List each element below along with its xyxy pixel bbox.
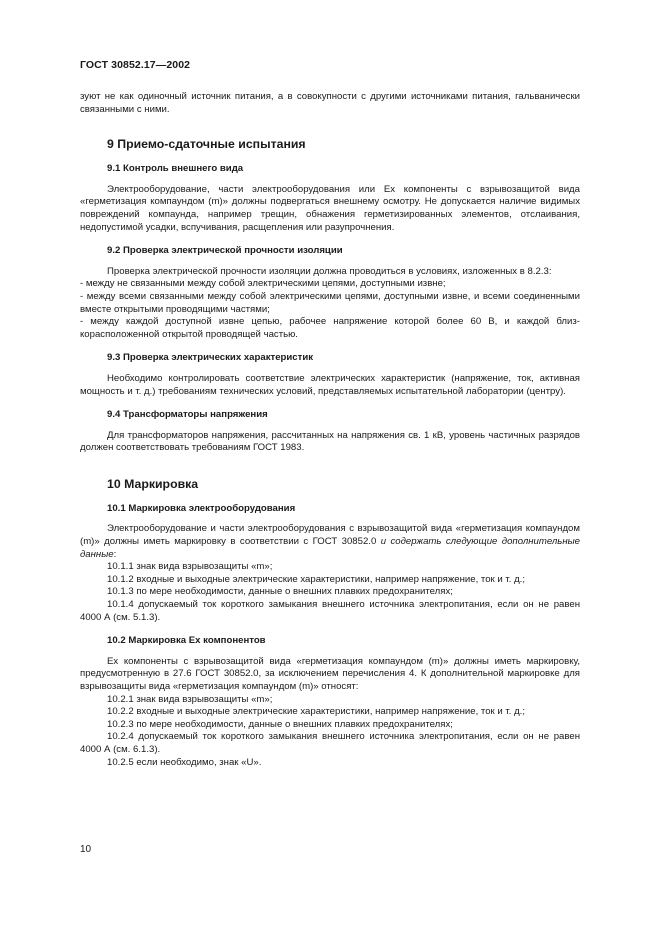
subsection-10-1-title: 10.1 Маркировка электрооборудования bbox=[107, 502, 296, 514]
list-item: 10.1.3 по мере необходимости, данные о внешних плавких предохранителях; bbox=[107, 586, 453, 598]
list-item: 10.2.1 знак вида взрывозащиты «m»; bbox=[107, 693, 273, 705]
subsection-9-4-text: Для трансформаторов напряжения, рассчитанных на напряжения св. 1 кВ, уровень частичных разрядов должен соответствовать требованиям ГОСТ 1983. bbox=[80, 429, 580, 454]
subsection-9-4-title: 9.4 Трансформаторы напряжения bbox=[107, 409, 268, 421]
list-item: 10.2.3 по мере необходимости, данные о внешних плавких предохранителях; bbox=[107, 718, 453, 730]
section-10-title: 10 Маркировка bbox=[107, 476, 199, 491]
emphasized-text: и содержать следующие дополнительные данные bbox=[80, 536, 580, 560]
subsection-9-1-text: Электрооборудование, части электрооборудования или Ex компоненты с взрывозащитой вида «герметизация компаундом (m)» должны подвергаться внешнему осмотру. Не допускается наличие видимых повреждений компаунда, например трещин, обнажения герметизированных элементов, отслаивания, недопустимой усадки, вспучивания, расщепления или разупрочнения. bbox=[80, 183, 580, 233]
document-body bbox=[80, 91, 580, 769]
subsection-10-2-title: 10.2 Маркировка Ex компонентов bbox=[107, 635, 266, 647]
text-part: : bbox=[113, 548, 117, 560]
subsection-10-2-text: Ex компоненты с взрывозащитой вида «герметизация компаундом (m)» должны иметь маркировку, предусмотренную в 27.6 ГОСТ 30852.0, за исключением перечисления 4. К дополнительной маркировке для взрывозащиты вида «герметизация компаундом (m)» относят: bbox=[80, 655, 580, 692]
list-item: 10.2.2 входные и выходные электрические характеристики, например напряжение, ток и т. д.; bbox=[107, 706, 526, 718]
subsection-9-3-title: 9.3 Проверка электрических характеристик bbox=[107, 352, 314, 364]
list-item: 10.2.4 допускаемый ток короткого замыкания внешнего источника электропитания, если он не равен 4000 А (см. 6.1.3). bbox=[80, 731, 580, 755]
standard-code-header: ГОСТ 30852.17—2002 bbox=[80, 59, 191, 71]
subsection-9-2-title: 9.2 Проверка электрической прочности изоляции bbox=[107, 245, 343, 257]
list-item: - между не связанными между собой электрическими цепями, доступными извне; bbox=[80, 278, 446, 290]
subsection-9-3-text: Необходимо контролировать соответствие электрических характеристик (напряжение, ток, активная мощность и т. д.) требованиям технических условий, представляемых испытательной лаборатории (центру). bbox=[80, 372, 580, 397]
list-item: 10.2.5 если необходимо, знак «U». bbox=[107, 756, 262, 768]
page-number: 10 bbox=[80, 844, 92, 855]
list-item: - между каждой доступной извне цепью, рабочее напряжение которой более 60 В, и каждой близкорасположенной открытой проводящей частью. bbox=[80, 316, 580, 340]
list-item: 10.1.4 допускаемый ток короткого замыкания внешнего источника электропитания, если он не равен 4000 А (см. 5.1.3). bbox=[80, 599, 580, 623]
list-item: 10.1.2 входные и выходные электрические характеристики, например напряжение, ток и т. д.; bbox=[107, 573, 526, 585]
subsection-10-1-text bbox=[80, 523, 580, 561]
list-item: 10.1.1 знак вида взрывозащиты «m»; bbox=[107, 561, 273, 573]
subsection-9-2-text: Проверка электрической прочности изоляции должна проводиться в условиях, изложенных в 8.2.3: bbox=[107, 265, 552, 277]
subsection-9-1-title: 9.1 Контроль внешнего вида bbox=[107, 163, 244, 175]
intro-paragraph: зуют не как одиночный источник питания, а в совокупности с другими источниками питания, гальванически связанными с ними. bbox=[80, 91, 580, 115]
section-9-title: 9 Приемо-сдаточные испытания bbox=[107, 137, 306, 152]
text-part: Электрооборудование и части электрооборудования с взрывозащитой вида «герметизация компаундом (m)» должны иметь маркировку в соответствии с ГОСТ 30852.0 bbox=[80, 523, 580, 548]
list-item: - между всеми связанными между собой электрическими цепями, доступными извне, и всеми соединенными вместе открытыми проводящими частями; bbox=[80, 290, 580, 315]
